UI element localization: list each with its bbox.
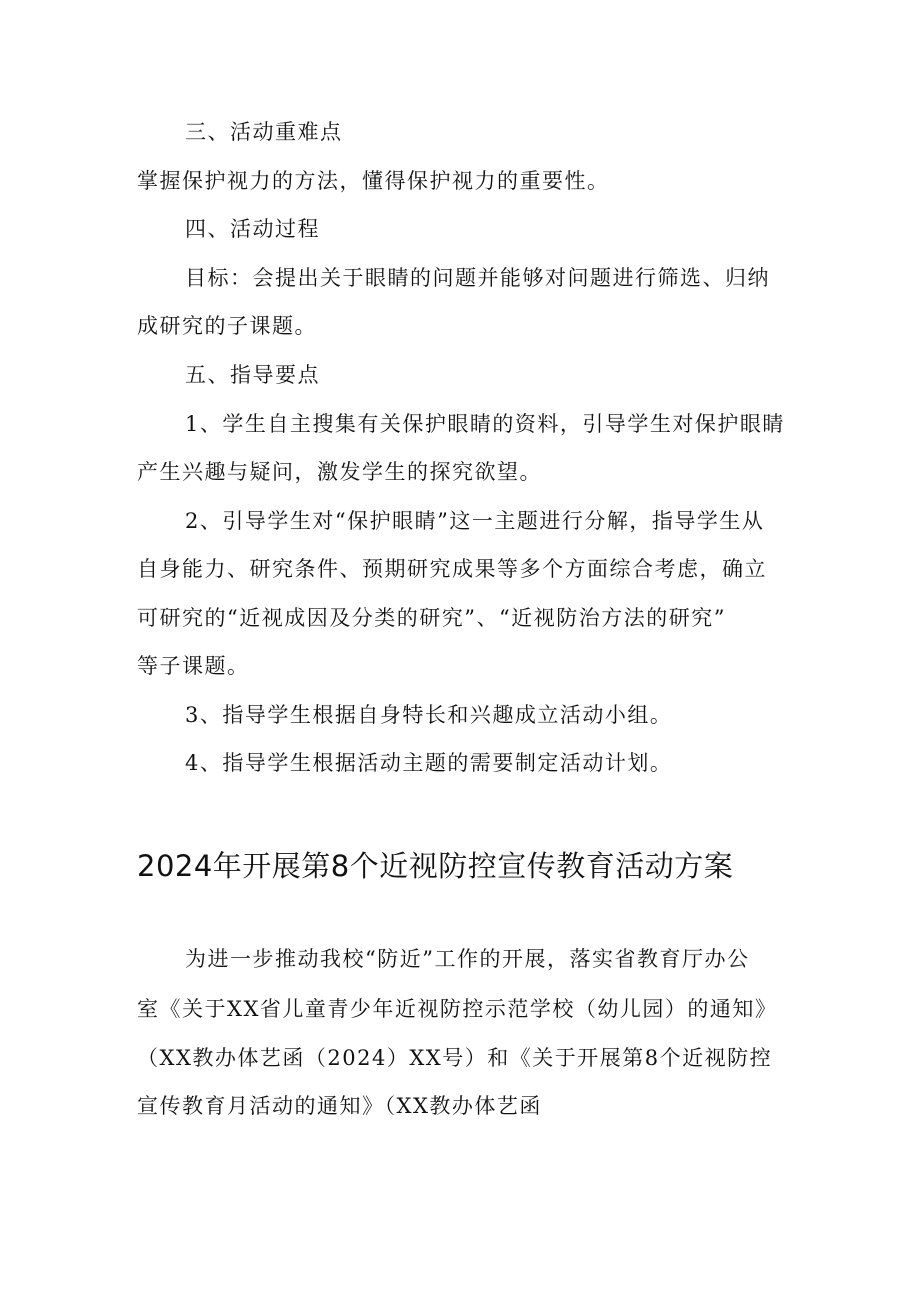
guidance-point-2-line-3: 可研究的“近视成因及分类的研究”、“近视防治方法的研究” (137, 606, 726, 630)
goal-text-line-2: 成研究的子课题。 (137, 314, 317, 338)
intro-line-3: （XX教办体艺函（2024）XX号）和《关于开展第8个近视防控 (137, 1046, 773, 1070)
guidance-point-4: 4、指导学生根据活动主题的需要制定活动计划。 (185, 751, 673, 775)
plan-title: 2024年开展第8个近视防控宣传教育活动方案 (137, 849, 734, 883)
intro-line-2: 室《关于XX省儿童青少年近视防控示范学校（幼儿园）的通知》 (137, 997, 778, 1021)
guidance-point-3: 3、指导学生根据自身特长和兴趣成立活动小组。 (185, 703, 673, 727)
intro-line-4: 宣传教育月活动的通知》（XX教办体艺函 (137, 1094, 542, 1118)
key-points-text: 掌握保护视力的方法，懂得保护视力的重要性。 (137, 169, 610, 193)
heading-activity-process: 四、活动过程 (185, 217, 320, 241)
guidance-point-2-line-2: 自身能力、研究条件、预期研究成果等多个方面综合考虑，确立 (137, 557, 767, 581)
guidance-point-1-line-1: 1、学生自主搜集有关保护眼睛的资料，引导学生对保护眼睛 (185, 412, 785, 436)
guidance-point-1-line-2: 产生兴趣与疑问，激发学生的探究欲望。 (137, 460, 542, 484)
goal-text-line-1: 目标：会提出关于眼睛的问题并能够对问题进行筛选、归纳 (185, 266, 770, 290)
guidance-point-2-line-1: 2、引导学生对“保护眼睛”这一主题进行分解，指导学生从 (185, 509, 765, 533)
heading-activity-key-points: 三、活动重难点 (185, 120, 343, 144)
heading-guidance-points: 五、指导要点 (185, 363, 320, 387)
guidance-point-2-line-4: 等子课题。 (137, 654, 250, 678)
intro-line-1: 为进一步推动我校“防近”工作的开展，落实省教育厅办公 (185, 947, 750, 971)
